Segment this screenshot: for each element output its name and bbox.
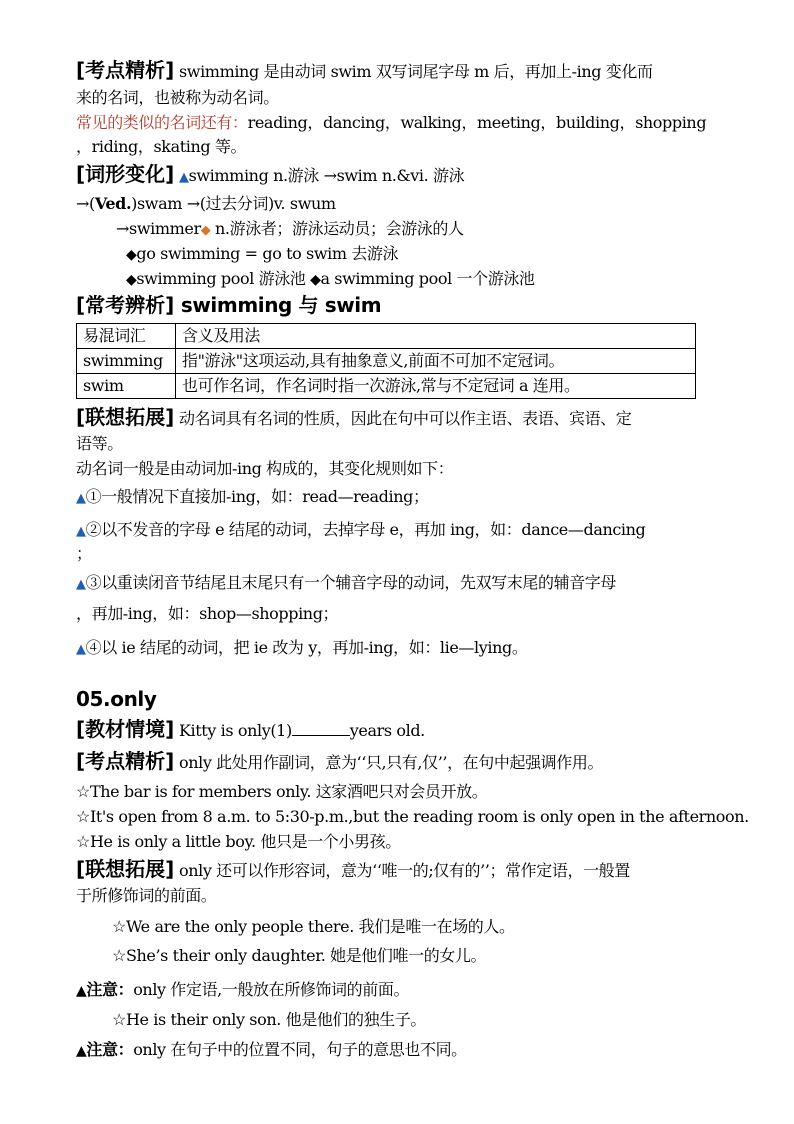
table-cell-word: swim: [77, 374, 176, 399]
table-header-cell: 易混词汇: [77, 324, 176, 349]
diamond-icon: ◆: [126, 272, 137, 288]
analysis-text-1: swimming 是由动词 swim 双写词尾字母 m 后，再加上-ing 变化而: [178, 62, 653, 81]
only-analysis-heading: [考点精析]: [76, 749, 175, 773]
rule-text: ④以 ie 结尾的动词，把 ie 改为 y，再加-ing，如：lie—lying。: [85, 638, 528, 657]
warning-triangle-icon: ▲: [76, 1043, 87, 1059]
example-6: ☆He is their only son. 他是他们的独生子。: [112, 1010, 427, 1029]
similar-nouns-line-1: [76, 112, 706, 134]
rule-text: ①一般情况下直接加-ing，如：read—reading；: [85, 487, 429, 506]
example-2: ☆It's open from 8 a.m. to 5:30-p.m.,but the reading room is only open in the afternoon.: [76, 807, 749, 826]
forms-line-4: [126, 243, 398, 266]
rule-3: [76, 572, 616, 596]
analysis-heading: [考点精析]: [76, 58, 175, 82]
compare-title: swimming 与 swim: [174, 293, 382, 317]
table-cell-word: swimming: [77, 349, 176, 374]
example-5: ☆She’s their only daughter. 她是他们唯一的女儿。: [112, 946, 487, 965]
similar-nouns-list-2: ，riding，skating 等。: [76, 137, 247, 156]
compare-heading: [常考辨析]: [76, 293, 175, 317]
rule-1: [76, 486, 429, 510]
rule-4: [76, 637, 527, 661]
table-row: [77, 349, 696, 374]
extend-heading: [联想拓展]: [76, 405, 175, 429]
only-extend-line-1: [76, 858, 630, 882]
context-heading: [教材情境]: [76, 717, 175, 741]
rule-text: ②以不发音的字母 e 结尾的动词，去掉字母 e，再加 ing，如：dance—dancing: [85, 520, 646, 539]
forms-line-1: [76, 163, 464, 189]
note-label: 注意：: [86, 980, 134, 999]
diamond-icon: ◆: [200, 223, 211, 238]
triangle-icon: ▲: [76, 642, 86, 657]
note-line-1: [76, 979, 409, 1002]
forms-text-5b: a swimming pool 一个游泳池: [320, 269, 535, 288]
extend-text-2: 语等。: [76, 434, 123, 453]
only-analysis-line: [76, 750, 603, 774]
table-header-cell: 含义及用法: [176, 324, 696, 349]
context-line: [76, 718, 425, 742]
rule-2: [76, 519, 645, 543]
example-1: ☆The bar is for members only. 这家酒吧只对会员开放。: [76, 782, 488, 801]
example-4: ☆We are the only people there. 我们是唯一在场的人。: [112, 917, 515, 936]
compare-line: [76, 294, 381, 318]
forms-text-2b: )swam →(过去分词)v. swum: [131, 194, 336, 213]
rule-intro: 动名词一般是由动词加-ing 构成的，其变化规则如下：: [76, 459, 454, 478]
only-extend-text-1: only 还可以作形容词，意为‘‘唯一的;仅有的’’；常作定语，一般置: [174, 861, 630, 880]
only-analysis-text: only 此处用作副词，意为‘‘只,只有,仅’’，在句中起强调作用。: [174, 753, 604, 772]
section-title: 05.only: [76, 687, 157, 711]
triangle-icon: ▲: [76, 524, 86, 539]
note-label: 注意：: [86, 1040, 134, 1059]
example-3: ☆He is only a little boy. 他只是一个小男孩。: [76, 832, 401, 851]
triangle-icon: ▲: [76, 491, 86, 506]
forms-ved-label: Ved.: [94, 194, 132, 213]
triangle-icon: ▲: [178, 170, 189, 185]
forms-text-2a: →(: [76, 194, 95, 213]
analysis-line-1: [76, 59, 653, 83]
triangle-icon: ▲: [76, 577, 86, 592]
forms-line-3: [116, 218, 464, 242]
table-row: [77, 374, 696, 399]
diamond-icon: ◆: [126, 247, 137, 263]
context-text-b: years old.: [349, 721, 425, 740]
only-extend-heading: [联想拓展]: [76, 857, 175, 881]
table-header-row: [77, 324, 696, 349]
rule-2-cont: ；: [76, 544, 92, 563]
similar-nouns-list-1: reading，dancing，walking，meeting，building，shopping: [247, 113, 707, 132]
extend-line-1: [76, 406, 631, 430]
answer-blank[interactable]: [292, 721, 350, 736]
forms-text-5a: swimming pool 游泳池: [136, 269, 311, 288]
similar-nouns-label: 常见的类似的名词还有：: [76, 113, 248, 132]
table-cell-usage: 也可作名词，作名词时指一次游泳,常与不定冠词 a 连用。: [176, 374, 696, 399]
forms-line-2: [76, 193, 336, 215]
rule-3-cont: ，再加-ing，如：shop—shopping；: [76, 604, 339, 623]
comparison-table: [76, 323, 696, 399]
extend-text-1: 动名词具有名词的性质，因此在句中可以作主语、表语、宾语、定: [178, 409, 632, 428]
table-cell-usage: 指"游泳"这项运动,具有抽象意义,前面不可加不定冠词。: [176, 349, 696, 374]
note-text-2: only 在句子中的位置不同，句子的意思也不同。: [133, 1040, 467, 1059]
context-text-a: Kitty is only(1): [174, 721, 292, 740]
rule-text: ③以重读闭音节结尾且末尾只有一个辅音字母的动词，先双写末尾的辅音字母: [85, 573, 617, 592]
diamond-icon: ◆: [310, 272, 321, 288]
forms-text-3b: n.游泳者；游泳运动员；会游泳的人: [210, 219, 464, 238]
warning-triangle-icon: ▲: [76, 983, 87, 999]
only-extend-text-2: 于所修饰词的前面。: [76, 886, 217, 905]
forms-text-3a: →swimmer: [116, 219, 201, 238]
forms-heading: [词形变化]: [76, 162, 175, 186]
note-line-2: [76, 1039, 467, 1062]
note-text-1: only 作定语,一般放在所修饰词的前面。: [133, 980, 410, 999]
forms-text-1: swimming n.游泳 →swim n.&vi. 游泳: [188, 166, 465, 185]
forms-line-5: [126, 268, 535, 291]
forms-text-4: go swimming = go to swim 去游泳: [136, 244, 399, 263]
analysis-text-2: 来的名词，也被称为动名词。: [76, 88, 279, 107]
